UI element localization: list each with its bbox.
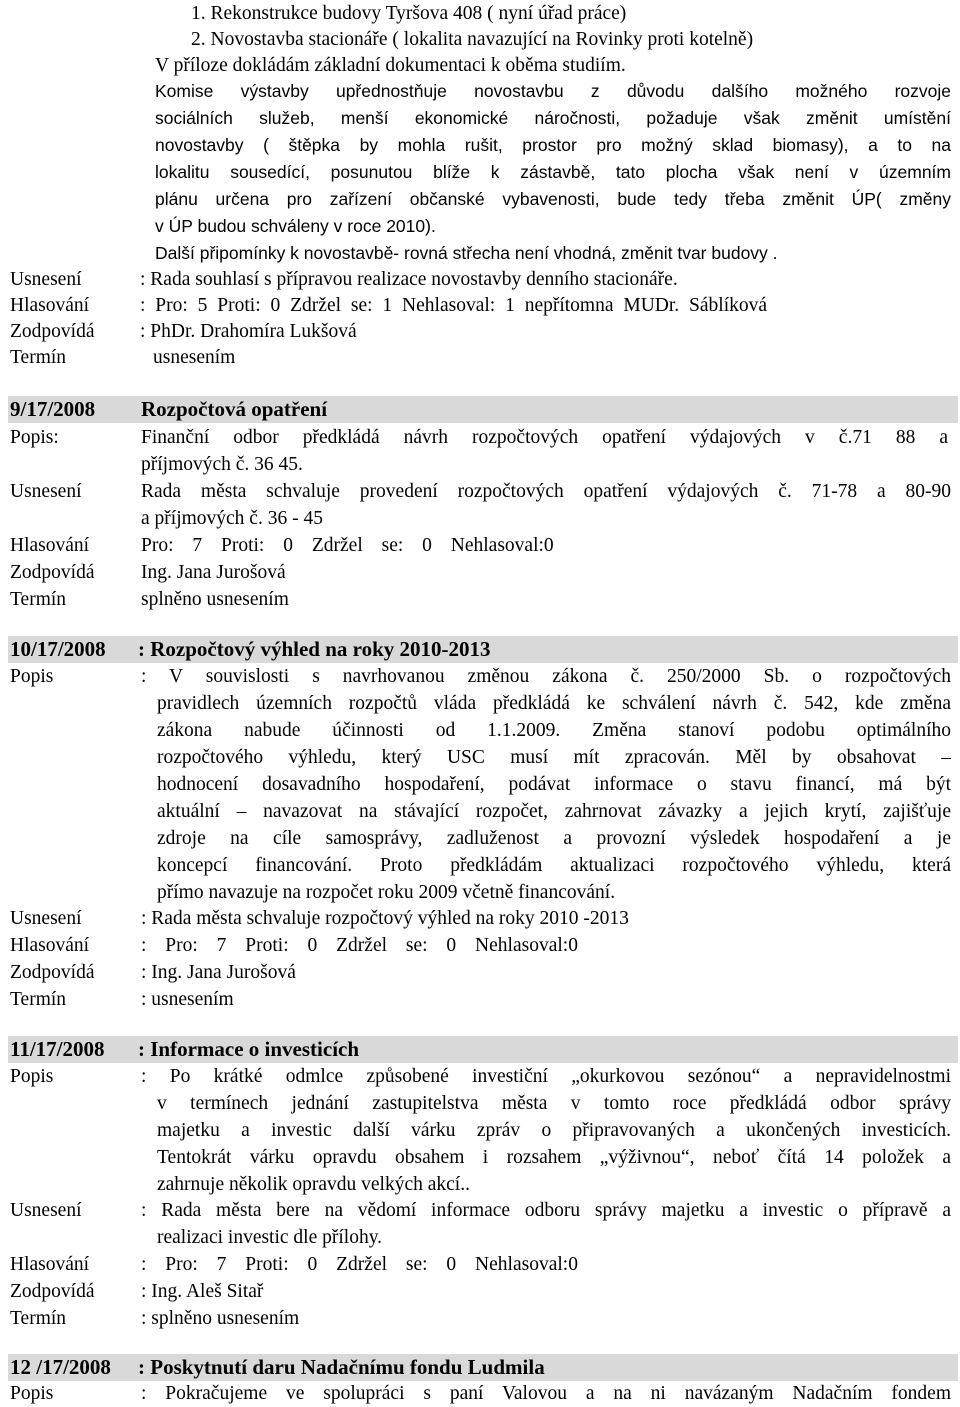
resolution-row	[10, 478, 950, 505]
row-value: : V souvislosti s navrhovanou změnou zákona č. 250/2000 Sb. o rozpočtových	[141, 666, 951, 687]
voting-row	[10, 1251, 950, 1278]
description-continuation: pravidlech územních rozpočtů vláda předkládá ke schválení návrh č. 542, kde změna	[157, 693, 951, 714]
row-label: Usnesení	[10, 1200, 82, 1221]
deadline-row	[10, 986, 950, 1013]
agenda-item-title: : Informace o investicích	[138, 1037, 360, 1061]
deadline-row	[10, 344, 950, 371]
description-row	[10, 1063, 950, 1090]
responsible-row	[10, 318, 950, 345]
row-value: : Rada města bere na vědomí informace odboru správy majetku a investic o přípravě a	[141, 1200, 951, 1221]
row-value: : Rada města schvaluje rozpočtový výhled na roky 2010 -2013	[141, 908, 629, 929]
description-continuation: v termínech jednání zastupitelstva města v tomto roce předkládá odbor správy	[157, 1093, 951, 1114]
row-label: Hlasování	[10, 295, 90, 316]
commission-line: lokalitu sousedící, posunutou blíže k zástavbě, tato plocha však není v územním	[155, 162, 951, 182]
description-row	[10, 424, 950, 451]
row-label: Popis	[10, 666, 54, 687]
description-continuation: rozpočtového výhledu, který USC musí mít zpracován. Měl by obsahovat –	[157, 747, 951, 768]
row-value: Finanční odbor předkládá návrh rozpočtových opatření výdajových v č.71 88 a	[141, 427, 948, 448]
row-value: : splněno usnesením	[141, 1308, 300, 1329]
row-label: Popis	[10, 1383, 54, 1404]
agenda-item-header	[8, 396, 958, 423]
description-row	[10, 1380, 950, 1407]
row-label: Hlasování	[10, 535, 90, 556]
responsible-row	[10, 959, 950, 986]
row-label: Hlasování	[10, 935, 90, 956]
commission-line: plánu určena pro zařízení občanské vybavenosti, bude tedy třeba změnit ÚP( změny	[155, 189, 951, 209]
voting-row	[10, 532, 950, 559]
row-value: Rada města schvaluje provedení rozpočtových opatření výdajových č. 71-78 a 80-90	[141, 481, 951, 502]
list-item-text: 2. Novostavba stacionáře ( lokalita navazující na Rovinky proti kotelně)	[191, 29, 754, 50]
description-continuation: Tentokrát várku opravdu obsahem i rozsahem „výživnou“, neboť čítá 14 položek a	[157, 1147, 951, 1168]
resolution-continuation: realizaci investic dle přílohy.	[157, 1227, 383, 1248]
row-label: Popis:	[10, 427, 59, 448]
responsible-row	[10, 1278, 950, 1305]
row-label: Popis	[10, 1066, 54, 1087]
row-value: : PhDr. Drahomíra Lukšová	[140, 321, 357, 342]
agenda-item-number: 11/17/2008	[10, 1037, 105, 1061]
row-value: : usnesením	[141, 989, 234, 1010]
row-value: : Pokračujeme ve spolupráci s paní Valovou a na ni navázaným Nadačním fondem	[141, 1383, 951, 1404]
agenda-item-header	[8, 1036, 958, 1063]
resolution-row	[10, 905, 950, 932]
deadline-row	[10, 1305, 950, 1332]
row-value: splněno usnesením	[141, 589, 289, 610]
row-value: : Pro: 5 Proti: 0 Zdržel se: 1 Nehlasoval: 1 nepřítomna MUDr. Sáblíková	[140, 295, 768, 316]
row-label: Termín	[10, 347, 67, 368]
agenda-item-number: 10/17/2008	[10, 637, 106, 661]
description-continuation: hodnocení dosavadního hospodaření, podávat informace o stavu financí, má být	[157, 774, 951, 795]
resolution-row	[10, 1197, 950, 1224]
row-label: Usnesení	[10, 269, 82, 290]
responsible-row	[10, 559, 950, 586]
agenda-item-title: : Rozpočtový výhled na roky 2010-2013	[138, 637, 491, 661]
description-continuation: zdroje na cíle samosprávy, zadluženost a provozní výsledek hospodaření a je	[157, 828, 951, 849]
row-value: příjmových č. 36 45.	[141, 454, 303, 475]
row-value: : Ing. Aleš Sitař	[141, 1281, 264, 1302]
row-label: Zodpovídá	[10, 962, 95, 983]
commission-line: v ÚP budou schváleny v roce 2010).	[155, 216, 436, 236]
row-value: Pro: 7 Proti: 0 Zdržel se: 0 Nehlasoval:0	[141, 535, 554, 556]
attachment-note-text: V příloze dokládám základní dokumentaci k oběma studiím.	[155, 55, 626, 76]
agenda-item-number: 12 /17/2008	[10, 1355, 111, 1379]
resolution-row	[10, 266, 950, 293]
description-continuation: majetku a investic další várku zpráv o připravovaných a ukončených investicích.	[157, 1120, 951, 1141]
description-continuation: přímo navazuje na rozpočet roku 2009 včetně financování.	[157, 882, 616, 903]
row-label: Termín	[10, 589, 67, 610]
voting-row	[10, 932, 950, 959]
row-value: : Ing. Jana Jurošová	[141, 962, 296, 983]
commission-line: Komise výstavby upřednostňuje novostavbu z důvodu dalšího možného rozvoje	[155, 81, 951, 101]
row-label: Zodpovídá	[10, 321, 95, 342]
row-label: Zodpovídá	[10, 1281, 95, 1302]
description-continuation: zákona nabude účinnosti od 1.1.2009. Změna stanoví podobu optimálního	[157, 720, 951, 741]
agenda-item-title: Rozpočtová opatření	[141, 397, 328, 421]
list-item-text: 1. Rekonstrukce budovy Tyršova 408 ( nyní úřad práce)	[191, 3, 627, 24]
voting-row	[10, 292, 950, 319]
row-value: : Pro: 7 Proti: 0 Zdržel se: 0 Nehlasoval:0	[141, 935, 578, 956]
row-value: usnesením	[153, 347, 236, 368]
row-value: : Rada souhlasí s přípravou realizace novostavby denního stacionáře.	[140, 269, 678, 290]
row-label: Termín	[10, 1308, 67, 1329]
row-value: a příjmových č. 36 - 45	[141, 508, 323, 529]
row-value: : Po krátké odmlce způsobené investiční „okurkovou sezónou“ a nepravidelnostmi	[141, 1066, 951, 1087]
description-continuation: zahrnuje několik opravdu velkých akcí..	[157, 1174, 470, 1195]
agenda-item-number: 9/17/2008	[10, 397, 96, 421]
row-label: Termín	[10, 989, 67, 1010]
description-continuation: koncepcí financování. Proto předkládám aktualizaci rozpočtového výhledu, která	[157, 855, 951, 876]
agenda-item-header	[8, 1354, 958, 1381]
row-label: Usnesení	[10, 481, 82, 502]
commission-line: sociálních služeb, menší ekonomické náročnosti, požaduje však změnit umístění	[155, 108, 951, 128]
commission-line: Další připomínky k novostavbě- rovná střecha není vhodná, změnit tvar budovy .	[155, 243, 778, 263]
row-label: Hlasování	[10, 1254, 90, 1275]
row-value: : Pro: 7 Proti: 0 Zdržel se: 0 Nehlasoval:0	[141, 1254, 578, 1275]
row-label: Zodpovídá	[10, 562, 95, 583]
agenda-item-header	[8, 636, 958, 663]
row-value: Ing. Jana Jurošová	[141, 562, 286, 583]
description-row	[10, 663, 950, 690]
description-continuation: aktuální – navazovat na stávající rozpočet, zahrnovat závazky a jejich krytí, zajišťuje	[157, 801, 951, 822]
commission-line: novostavby ( štěpka by mohla rušit, prostor pro možný sklad biomasy), a to na	[155, 135, 951, 155]
row-label: Usnesení	[10, 908, 82, 929]
deadline-row	[10, 586, 950, 613]
agenda-item-title: : Poskytnutí daru Nadačnímu fondu Ludmila	[138, 1355, 545, 1379]
